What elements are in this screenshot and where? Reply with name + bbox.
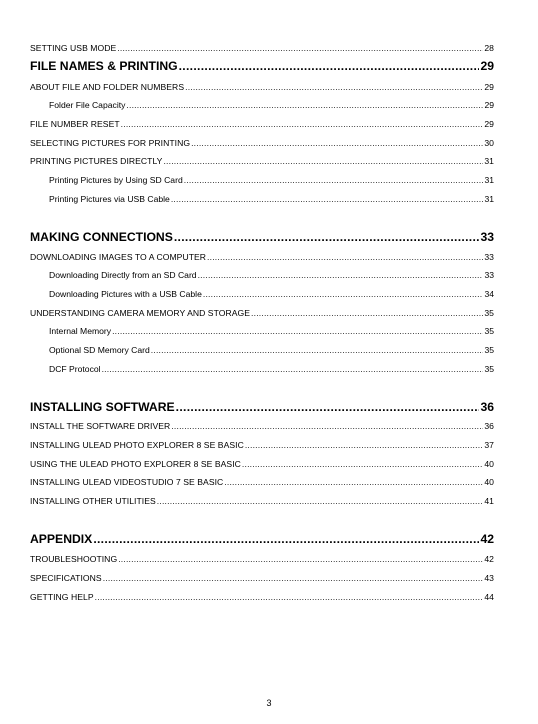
toc-entry-title: PRINTING PICTURES DIRECTLY bbox=[30, 156, 163, 166]
toc-entry-page: 35 bbox=[484, 326, 494, 336]
dot-leader bbox=[185, 82, 483, 92]
toc-entry-page: 35 bbox=[484, 364, 494, 374]
toc-entry-page: 28 bbox=[484, 43, 494, 53]
toc-entry-title: UNDERSTANDING CAMERA MEMORY AND STORAGE bbox=[30, 308, 251, 318]
toc-entry-title: TROUBLESHOOTING bbox=[30, 554, 118, 564]
toc-entry-page: 35 bbox=[484, 345, 494, 355]
dot-leader bbox=[151, 345, 484, 355]
toc-entry-title: INSTALL THE SOFTWARE DRIVER bbox=[30, 421, 171, 431]
toc-entry-title: DCF Protocol bbox=[49, 364, 101, 374]
toc-subentry[interactable] bbox=[30, 364, 494, 374]
toc-entry-page: 43 bbox=[484, 573, 494, 583]
toc-entry[interactable] bbox=[30, 421, 494, 431]
dot-leader bbox=[198, 270, 484, 280]
dot-leader bbox=[117, 43, 483, 53]
toc-entry-page: 31 bbox=[484, 194, 494, 204]
toc-entry[interactable] bbox=[30, 156, 494, 166]
toc-entry-page: 33 bbox=[484, 252, 494, 262]
dot-leader bbox=[157, 496, 484, 506]
toc-subentry[interactable] bbox=[30, 326, 494, 336]
dot-leader bbox=[207, 252, 483, 262]
dot-leader bbox=[174, 230, 480, 244]
toc-entry[interactable] bbox=[30, 138, 494, 148]
toc-entry-page: 41 bbox=[484, 496, 494, 506]
toc-entry-page: 42 bbox=[480, 532, 494, 546]
toc-entry-title: INSTALLING OTHER UTILITIES bbox=[30, 496, 156, 506]
toc-entry[interactable] bbox=[30, 119, 494, 129]
toc-entry-page: 44 bbox=[484, 592, 494, 602]
toc-entry-page: 42 bbox=[484, 554, 494, 564]
toc-entry-page: 36 bbox=[484, 421, 494, 431]
toc-subentry[interactable] bbox=[30, 175, 494, 185]
dot-leader bbox=[126, 100, 483, 110]
toc-entry-page: 29 bbox=[484, 100, 494, 110]
dot-leader bbox=[191, 138, 483, 148]
dot-leader bbox=[121, 119, 484, 129]
toc-subentry[interactable] bbox=[30, 270, 494, 280]
toc-entry[interactable] bbox=[30, 82, 494, 92]
toc-entry-page: 37 bbox=[484, 440, 494, 450]
dot-leader bbox=[163, 156, 483, 166]
toc-entry-title: FILE NAMES & PRINTING bbox=[30, 59, 178, 73]
toc-entry[interactable] bbox=[30, 43, 494, 53]
toc-entry-title: SETTING USB MODE bbox=[30, 43, 117, 53]
toc-entry-title: Downloading Pictures with a USB Cable bbox=[49, 289, 202, 299]
toc-entry[interactable] bbox=[30, 592, 494, 602]
dot-leader bbox=[102, 364, 484, 374]
dot-leader bbox=[242, 459, 483, 469]
toc-entry-page: 30 bbox=[484, 138, 494, 148]
dot-leader bbox=[118, 554, 483, 564]
toc-entry[interactable] bbox=[30, 477, 494, 487]
dot-leader bbox=[245, 440, 484, 450]
dot-leader bbox=[179, 59, 480, 73]
toc-entry[interactable] bbox=[30, 573, 494, 583]
toc-entry-title: INSTALLING SOFTWARE bbox=[30, 400, 175, 414]
toc-entry-title: Internal Memory bbox=[49, 326, 112, 336]
toc-entry-title: Printing Pictures via USB Cable bbox=[49, 194, 170, 204]
toc-entry-page: 33 bbox=[484, 270, 494, 280]
toc-entry-page: 34 bbox=[484, 289, 494, 299]
toc-entry-page: 33 bbox=[480, 230, 494, 244]
dot-leader bbox=[184, 175, 484, 185]
toc-entry-title: Printing Pictures by Using SD Card bbox=[49, 175, 183, 185]
toc-section-heading[interactable] bbox=[30, 532, 494, 546]
toc-entry[interactable] bbox=[30, 252, 494, 262]
toc-entry-page: 31 bbox=[484, 156, 494, 166]
toc-entry-title: DOWNLOADING IMAGES TO A COMPUTER bbox=[30, 252, 207, 262]
dot-leader bbox=[171, 194, 484, 204]
toc-subentry[interactable] bbox=[30, 345, 494, 355]
toc-section-heading[interactable] bbox=[30, 230, 494, 244]
toc-entry-page: 31 bbox=[484, 175, 494, 185]
dot-leader bbox=[251, 308, 483, 318]
toc-entry-page: 36 bbox=[480, 400, 494, 414]
toc-subentry[interactable] bbox=[30, 100, 494, 110]
dot-leader bbox=[171, 421, 483, 431]
toc-section-heading[interactable] bbox=[30, 59, 494, 73]
toc-entry-page: 35 bbox=[484, 308, 494, 318]
dot-leader bbox=[103, 573, 484, 583]
dot-leader bbox=[176, 400, 480, 414]
toc-entry[interactable] bbox=[30, 459, 494, 469]
toc-entry[interactable] bbox=[30, 308, 494, 318]
toc-entry-page: 29 bbox=[484, 119, 494, 129]
page-number: 3 bbox=[266, 698, 272, 708]
toc-entry-title: FILE NUMBER RESET bbox=[30, 119, 120, 129]
toc-subentry[interactable] bbox=[30, 289, 494, 299]
toc-section-heading[interactable] bbox=[30, 400, 494, 414]
toc-entry-title: GETTING HELP bbox=[30, 592, 94, 602]
toc-entry-title: SELECTING PICTURES FOR PRINTING bbox=[30, 138, 191, 148]
toc-entry-page: 29 bbox=[480, 59, 494, 73]
toc-entry-title: INSTALLING ULEAD VIDEOSTUDIO 7 SE BASIC bbox=[30, 477, 224, 487]
toc-entry-title: SPECIFICATIONS bbox=[30, 573, 102, 583]
dot-leader bbox=[93, 532, 479, 546]
toc-entry[interactable] bbox=[30, 440, 494, 450]
dot-leader bbox=[95, 592, 484, 602]
toc-subentry[interactable] bbox=[30, 194, 494, 204]
toc-entry-page: 40 bbox=[484, 459, 494, 469]
toc-entry[interactable] bbox=[30, 496, 494, 506]
toc-entry-page: 40 bbox=[484, 477, 494, 487]
toc-entry-page: 29 bbox=[484, 82, 494, 92]
toc-entry-title: MAKING CONNECTIONS bbox=[30, 230, 173, 244]
toc-entry-title: Optional SD Memory Card bbox=[49, 345, 150, 355]
toc-entry-title: INSTALLING ULEAD PHOTO EXPLORER 8 SE BASIC bbox=[30, 440, 244, 450]
dot-leader bbox=[203, 289, 484, 299]
toc-entry-title: APPENDIX bbox=[30, 532, 93, 546]
toc-entry-title: Downloading Directly from an SD Card bbox=[49, 270, 197, 280]
dot-leader bbox=[224, 477, 483, 487]
toc-entry-title: Folder File Capacity bbox=[49, 100, 126, 110]
toc-entry-title: ABOUT FILE AND FOLDER NUMBERS bbox=[30, 82, 185, 92]
toc-entry-title: USING THE ULEAD PHOTO EXPLORER 8 SE BASIC bbox=[30, 459, 241, 469]
dot-leader bbox=[112, 326, 483, 336]
toc-entry[interactable] bbox=[30, 554, 494, 564]
